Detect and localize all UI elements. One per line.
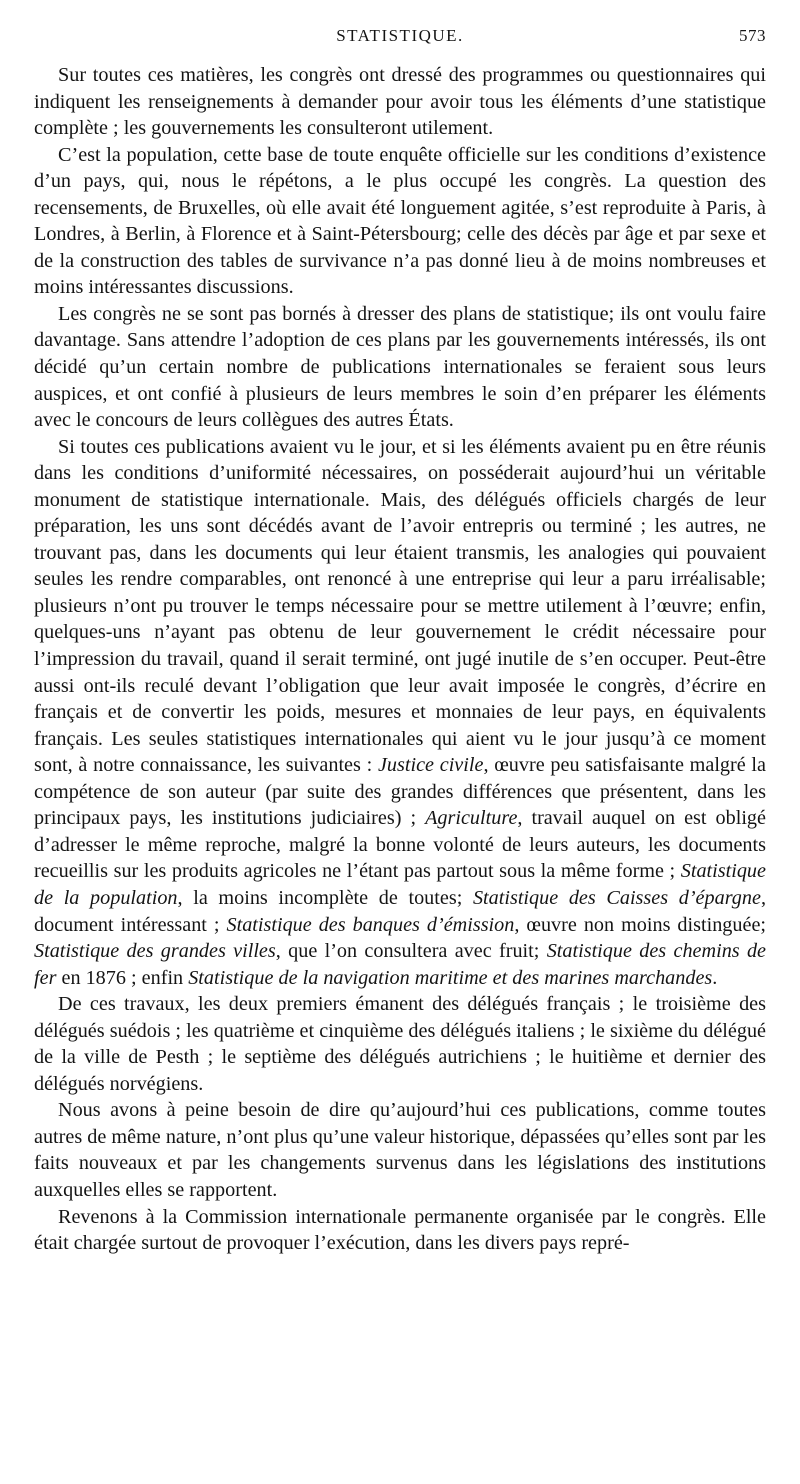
paragraph (34, 301, 766, 434)
text-run: , la moins incomplète de toutes; (177, 886, 473, 909)
text-run: Revenons à la Commission internationale permanente organisée par le congrès. Elle était chargée surtout de provoquer l’exécution, dans les divers pays repré- (34, 1205, 766, 1255)
italic-title: Statistique de la navigation maritime et des marines marchandes (188, 966, 713, 989)
body-text (34, 62, 766, 1257)
italic-title: Statistique des banques d’émission (226, 913, 515, 936)
running-title: STATISTIQUE. (336, 26, 464, 45)
paragraph (34, 1204, 766, 1257)
text-run: Les congrès ne se sont pas bornés à dresser des plans de statistique; ils ont voulu faire davantage. Sans attendre l’adoption de ces plans par les gouvernements intéressés, ils ont décidé qu’un certain nombre de publications internationales se feraient sous leurs auspices, et ont confié à plusieurs de leurs membres le soin d’en préparer les éléments avec le concours de leurs collègues des autres États. (34, 302, 766, 432)
italic-title: Statistique des chemins de fer (34, 940, 767, 989)
text-run: , document intéressant ; (34, 886, 766, 936)
text-run: , œuvre non moins distinguée; (514, 913, 767, 936)
italic-title: Justice civile (377, 754, 484, 777)
paragraph (34, 62, 766, 142)
italic-title: Statistique des grandes villes (34, 940, 276, 963)
paragraph (34, 1097, 766, 1203)
page-number: 573 (739, 26, 766, 45)
text-run: , que l’on consultera avec fruit; (275, 940, 547, 963)
paragraph (34, 991, 766, 1097)
italic-title: Statistique des Caisses d’épargne (472, 886, 761, 909)
text-run: en 1876 ; enfin (56, 966, 189, 989)
paragraph (34, 142, 766, 301)
text-run: Nous avons à peine besoin de dire qu’aujourd’hui ces publications, comme toutes autres de même nature, n’ont plus qu’une valeur historique, dépassées qu’elles sont par les faits nouveaux et par les changements survenus dans les législations des institutions auxquelles elles se rapportent. (34, 1099, 766, 1201)
text-run: Sur toutes ces matières, les congrès ont dressé des programmes ou questionnaires qui indiquent les renseignements à demander pour avoir tous les éléments d’une statistique complète ; les gouvernements les consulteront utilement. (34, 64, 766, 140)
text-run: De ces travaux, les deux premiers émanent des délégués français ; le troisième des délégués suédois ; les quatrième et cinquième des délégués italiens ; le sixième du délégué de la ville de Pesth ; le septième des délégués autrichiens ; le huitième et dernier des délégués norvégiens. (34, 993, 766, 1095)
italic-title: Agriculture (425, 807, 518, 830)
text-run: , œuvre peu satisfaisante malgré la compétence de son auteur (par suite des grandes différences que présentent, dans les principaux pays, les institutions judiciaires) ; (34, 754, 766, 830)
text-run: Si toutes ces publications avaient vu le jour, et si les éléments avaient pu en être réunis dans les conditions d’uniformité nécessaires, on posséderait aujourd’hui un véritable monument de statistique internationale. Mais, des délégués officiels chargés de leur préparation, les uns sont décédés avant de l’avoir entrepris ou terminé ; les autres, ne trouvant pas, dans les documents qui leur étaient transmis, les analogies qui pouvaient seules les rendre comparables, ont renoncé à une entreprise qui leur a paru irréalisable; plusieurs n’ont pu trouver le temps nécessaire pour se mettre utilement à l’œuvre; enfin, quelques-uns n’ayant pas obtenu de leur gouvernement le crédit nécessaire pour l’impression du travail, quand il serait terminé, ont jugé inutile de s’en occuper. Peut-être aussi ont-ils reculé devant l’obligation que leur avait imposée le congrès, d’écrire en français et de convertir les poids, mesures et monnaies de leur pays, en équivalents français. Les seules statistiques internationales qui aient vu le jour jusqu’à ce moment sont, à notre connaissance, les suivantes : (34, 435, 766, 777)
italic-title: Statistique de la population (34, 860, 766, 909)
text-run: C’est la population, cette base de toute enquête officielle sur les conditions d’existence d’un pays, qui, nous le répétons, a le plus occupé les congrès. La question des recensements, de Bruxelles, où elle avait été longuement agitée, s’est reproduite à Paris, à Londres, à Berlin, à Florence et à Saint-Pétersbourg; celle des décès par âge et par sexe et de la construction des tables de survivance n’a pas donné lieu à de moins nombreuses et moins intéressantes discussions. (34, 143, 766, 299)
running-header (34, 26, 766, 50)
text-run: , travail auquel on est obligé d’adresser le même reproche, malgré la bonne volonté de leurs auteurs, les documents recueillis sur les produits agricoles ne l’étant pas partout sous la même forme ; (34, 807, 766, 883)
text-run: . (712, 966, 718, 989)
paragraph (34, 434, 766, 991)
